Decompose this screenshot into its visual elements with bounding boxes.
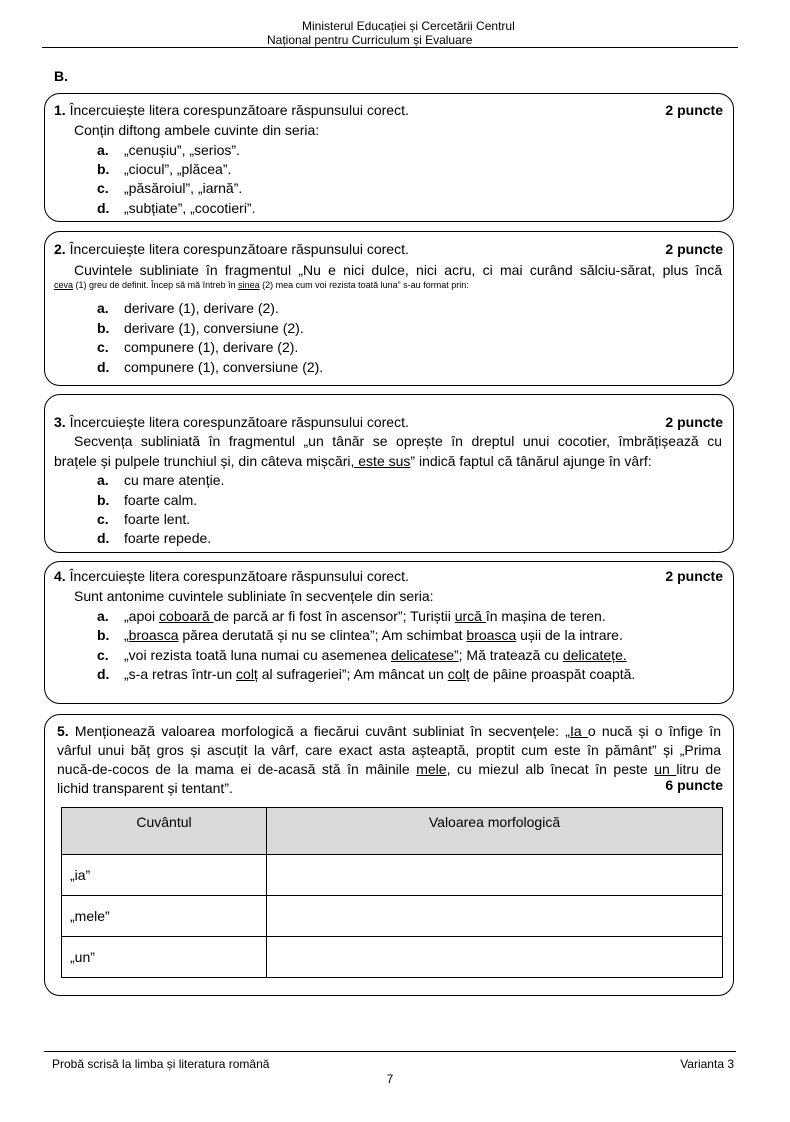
- page-footer: [44, 1051, 736, 1086]
- question-3-box: [44, 394, 734, 553]
- q5-text-line-2: vârful unui băț gros și ascuțit la vârf, care exact asta așteaptă, proptit cum este în pământ” și „Prima: [57, 742, 721, 758]
- q2-underlined-word-2: sinea: [238, 280, 260, 290]
- table-row: [62, 937, 723, 978]
- q3-option-a[interactable]: a. cu mare atenție.: [97, 472, 225, 488]
- q3-stem-line-1: Secvența subliniată în fragmentul „un tânăr se oprește în dreptul unui cocotier, îmbrățișează cu: [74, 433, 722, 449]
- q1-number: 1.: [54, 102, 66, 118]
- q5-number: 5.: [57, 723, 69, 739]
- q1-option-d[interactable]: d. „subțiate”, „cocotieri”.: [97, 200, 256, 216]
- q1-stem: Conțin diftong ambele cuvinte din seria:: [74, 122, 320, 138]
- q5-text-line-4: lichid transparent și tentant”.: [57, 780, 233, 796]
- q3-underlined-sequence: , este sus: [350, 453, 411, 469]
- q4-number: 4.: [54, 568, 66, 584]
- q3-option-b[interactable]: b. foarte calm.: [97, 492, 198, 508]
- q2-stem-line-1: Cuvintele subliniate în fragmentul „Nu e nici dulce, nici acru, ci mai curând sălciu-sărat, plus încă: [74, 262, 722, 278]
- table-row: [62, 896, 723, 937]
- q5-text-line-1: 5. Menționează valoarea morfologică a fiecărui cuvânt subliniat în secvențele: „Ia o nucă și o înfige în: [57, 723, 721, 739]
- q1-points: 2 puncte: [665, 102, 723, 118]
- q3-instruction: 3. Încercuiește litera corespunzătoare răspunsului corect.: [54, 414, 409, 430]
- table-cell-word: „ia”: [62, 855, 267, 896]
- q4-option-c[interactable]: c. „voi rezista toată luna numai cu asemenea delicatese”; Mă tratează cu delicatețe.: [97, 647, 627, 663]
- q5-underlined-ia: Ia: [569, 723, 588, 739]
- q3-number: 3.: [54, 414, 66, 430]
- q3-stem-line-2: brațele și pulpele trunchiul și, din câteva mișcări, este sus” indică faptul că tânărul ajunge în vârf:: [54, 453, 652, 469]
- q2-stem-line-2: ceva (1) greu de definit. Încep să mă întreb în sinea (2) mea cum voi rezista toată luna” s-au format prin:: [54, 280, 469, 290]
- question-5-box: [44, 714, 734, 996]
- table-cell-word: „mele”: [62, 896, 267, 937]
- q5-underlined-mele: mele: [416, 761, 447, 777]
- q2-underlined-word-1: ceva: [54, 280, 74, 290]
- q2-points: 2 puncte: [665, 241, 723, 257]
- question-4-box: [44, 561, 734, 704]
- table-cell-answer[interactable]: [267, 896, 723, 937]
- q2-option-c[interactable]: c. compunere (1), derivare (2).: [97, 339, 299, 355]
- footer-variant: Varianta 3: [680, 1057, 734, 1071]
- answer-table: [61, 807, 723, 978]
- q1-option-a[interactable]: a. „cenușiu”, „serios”.: [97, 142, 240, 158]
- table-header-value: Valoarea morfologică: [267, 808, 723, 855]
- q2-option-d[interactable]: d. compunere (1), conversiune (2).: [97, 359, 324, 375]
- q2-number: 2.: [54, 241, 66, 257]
- header-line-2: Național pentru Curriculum și Evaluare: [267, 33, 473, 47]
- q1-instruction: 1. Încercuiește litera corespunzătoare răspunsului corect.: [54, 102, 409, 118]
- q5-underlined-un: un: [654, 761, 677, 777]
- page-number: 7: [386, 1072, 394, 1086]
- table-header-word: Cuvântul: [62, 808, 267, 855]
- q4-instruction: 4. Încercuiește litera corespunzătoare răspunsului corect.: [54, 568, 409, 584]
- q2-instruction: 2. Încercuiește litera corespunzătoare răspunsului corect.: [54, 241, 409, 257]
- q4-stem: Sunt antonime cuvintele subliniate în secvențele din seria:: [74, 588, 434, 604]
- q3-option-c[interactable]: c. foarte lent.: [97, 511, 191, 527]
- q5-points: 6 puncte: [665, 777, 723, 793]
- section-label: B.: [54, 68, 68, 84]
- footer-exam-title: Probă scrisă la limba și literatura română: [52, 1057, 270, 1071]
- q4-option-b[interactable]: b. „broasca părea derutată și nu se clintea”; Am schimbat broasca ușii de la intrare.: [97, 627, 623, 643]
- q1-option-b[interactable]: b. „ciocul”, „plăcea”.: [97, 161, 232, 177]
- q4-points: 2 puncte: [665, 568, 723, 584]
- header-line-1: Ministerul Educației și Cercetării Centrul: [302, 19, 515, 33]
- q1-option-c[interactable]: c. „păsăroiul”, „iarnă”.: [97, 180, 243, 196]
- q2-option-b[interactable]: b. derivare (1), conversiune (2).: [97, 320, 304, 336]
- q3-points: 2 puncte: [665, 414, 723, 430]
- table-cell-answer[interactable]: [267, 937, 723, 978]
- table-cell-answer[interactable]: [267, 855, 723, 896]
- question-2-box: [44, 231, 734, 386]
- q3-option-d[interactable]: d. foarte repede.: [97, 530, 212, 546]
- table-header-row: [62, 808, 723, 855]
- q4-option-a[interactable]: a. „apoi coboară de parcă ar fi fost în ascensor”; Turiștii urcă în mașina de teren.: [97, 608, 606, 624]
- question-1-box: [44, 93, 734, 222]
- table-row: [62, 855, 723, 896]
- page-header: [42, 18, 738, 48]
- table-cell-word: „un”: [62, 937, 267, 978]
- q4-option-d[interactable]: d. „s-a retras într-un colț al sufrageriei”; Am mâncat un colț de pâine proaspăt coaptă.: [97, 666, 636, 682]
- q5-text-line-3: nucă-de-cocos de la mama ei de-acasă stă în mâinile mele, cu miezul alb înecat în peste un litru de: [57, 761, 721, 777]
- q2-option-a[interactable]: a. derivare (1), derivare (2).: [97, 300, 279, 316]
